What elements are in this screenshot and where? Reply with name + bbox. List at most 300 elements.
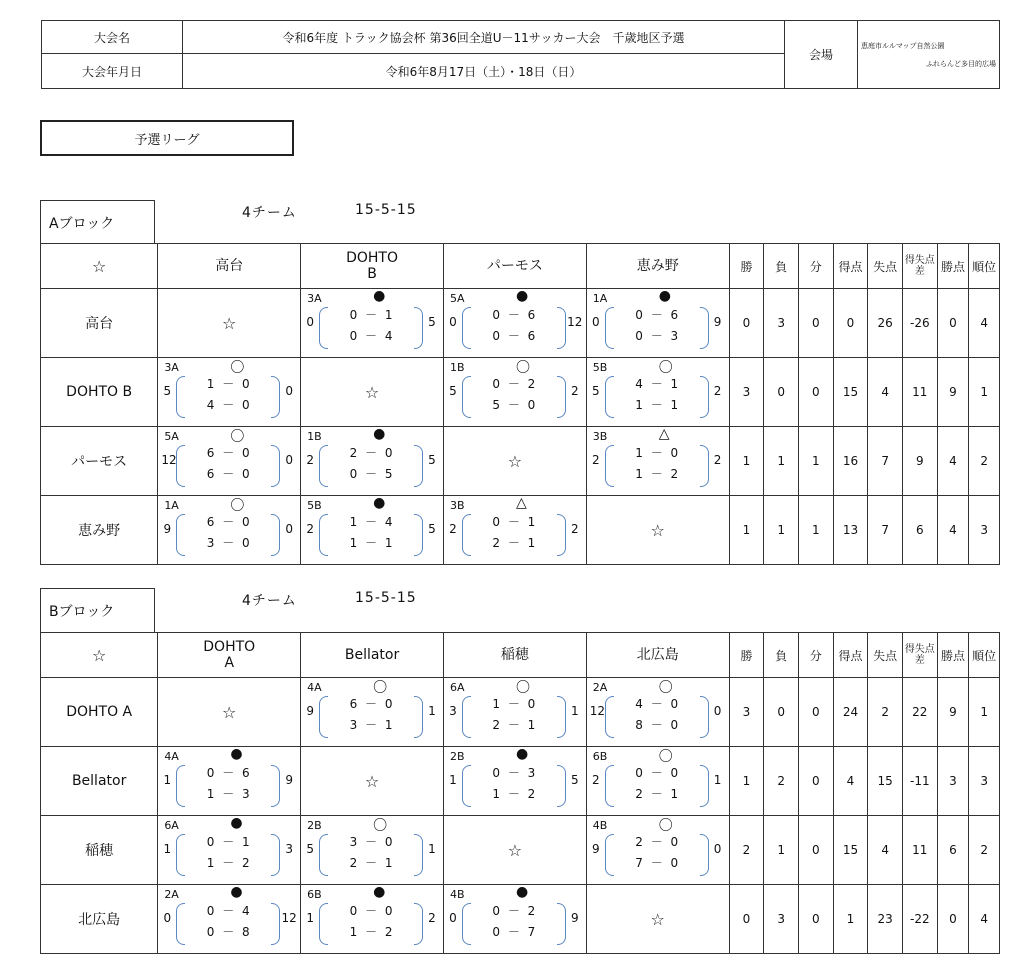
- first-half-score: 4 － 0: [635, 697, 681, 711]
- block-a-table: [40, 243, 1000, 565]
- result-mark: ●: [658, 288, 672, 304]
- first-half-score: 0 － 2: [492, 377, 538, 391]
- venue-value: [858, 21, 1000, 89]
- table-row: [41, 885, 1000, 954]
- self-match-cell: [586, 496, 729, 565]
- stat-value: 3: [937, 747, 969, 816]
- score-box: [587, 427, 729, 495]
- stat-value: 0: [798, 289, 833, 358]
- opponent-total: 9: [713, 315, 722, 329]
- stat-value: 4: [937, 427, 969, 496]
- right-brace: [557, 307, 566, 349]
- second-half-score: 2 － 1: [492, 718, 538, 732]
- right-brace: [700, 376, 709, 418]
- stat-value: 9: [902, 427, 937, 496]
- stat-value: -22: [902, 885, 937, 954]
- stat-value: 15: [868, 747, 903, 816]
- stat-value: 1: [729, 427, 764, 496]
- match-code: 1A: [592, 292, 608, 305]
- stat-header: 負: [764, 633, 799, 678]
- stat-value: 2: [969, 816, 1000, 885]
- score-box: [158, 885, 300, 953]
- right-brace: [271, 514, 280, 556]
- first-half-score: 1 － 0: [206, 377, 252, 391]
- match-cell: [301, 816, 444, 885]
- second-half-score: 0 － 4: [349, 329, 395, 343]
- opponent-total: 0: [285, 453, 293, 467]
- match-code: 4B: [592, 819, 608, 832]
- second-half-score: 0 － 3: [635, 329, 681, 343]
- match-code: 6A: [449, 681, 465, 694]
- stat-value: 1: [764, 427, 799, 496]
- self-match-cell: [158, 289, 301, 358]
- score-box: [587, 358, 729, 426]
- stat-value: 9: [937, 678, 969, 747]
- stat-value: 1: [798, 496, 833, 565]
- match-cell: [158, 358, 301, 427]
- result-mark: 〇: [373, 818, 388, 834]
- first-half-score: 0 － 0: [349, 904, 395, 918]
- left-brace: [319, 514, 328, 556]
- result-mark: 〇: [658, 818, 673, 834]
- column-team-name: 恵み野: [586, 244, 729, 289]
- block-b-label: Bブロック: [40, 588, 155, 632]
- left-brace: [176, 834, 185, 876]
- second-half-score: 2 － 1: [349, 856, 395, 870]
- left-brace: [462, 514, 471, 556]
- stat-header: 勝: [729, 244, 764, 289]
- match-cell: [158, 816, 301, 885]
- stat-value: 3: [969, 496, 1000, 565]
- stat-value: 3: [969, 747, 1000, 816]
- left-brace: [605, 307, 614, 349]
- opponent-total: 1: [570, 704, 579, 718]
- match-cell: [586, 358, 729, 427]
- own-total: 9: [306, 704, 314, 718]
- first-half-score: 6 － 0: [206, 515, 252, 529]
- right-brace: [414, 514, 423, 556]
- score-box: [158, 816, 300, 884]
- opponent-total: 12: [567, 315, 583, 329]
- left-brace: [176, 514, 185, 556]
- stat-value: 7: [868, 427, 903, 496]
- stat-value: 2: [969, 427, 1000, 496]
- left-brace: [462, 765, 471, 807]
- tournament-label: 大会名: [42, 21, 183, 54]
- right-brace: [414, 696, 423, 738]
- block-a-label: Aブロック: [40, 200, 155, 244]
- left-brace: [319, 834, 328, 876]
- score-box: [301, 427, 443, 495]
- match-cell: [301, 678, 444, 747]
- left-brace: [176, 376, 185, 418]
- opponent-total: 2: [570, 522, 579, 536]
- own-total: 1: [163, 773, 172, 787]
- left-brace: [605, 765, 614, 807]
- match-cell: [586, 816, 729, 885]
- column-team-name: パーモス: [443, 244, 586, 289]
- second-half-score: 5 － 0: [492, 398, 538, 412]
- stat-value: 2: [868, 678, 903, 747]
- match-code: 3B: [592, 430, 608, 443]
- stat-value: 26: [868, 289, 903, 358]
- score-box: [301, 885, 443, 953]
- left-brace: [605, 445, 614, 487]
- left-brace: [462, 696, 471, 738]
- stat-value: 0: [937, 289, 969, 358]
- stat-header: 負: [764, 244, 799, 289]
- self-match-cell: [301, 747, 444, 816]
- row-team-name: パーモス: [41, 427, 158, 496]
- second-half-score: 7 － 0: [635, 856, 681, 870]
- block-a-format: 15-5-15: [355, 202, 417, 218]
- result-mark: 〇: [373, 680, 388, 696]
- right-brace: [271, 903, 280, 945]
- stat-header: 分: [798, 633, 833, 678]
- own-total: 5: [306, 842, 314, 856]
- opponent-total: 2: [570, 384, 579, 398]
- stat-value: 11: [902, 358, 937, 427]
- stat-header: 分: [798, 244, 833, 289]
- stat-value: 2: [764, 747, 799, 816]
- score-box: [587, 678, 729, 746]
- stat-value: 2: [729, 816, 764, 885]
- row-team-name: DOHTO B: [41, 358, 158, 427]
- result-mark: 〇: [515, 680, 530, 696]
- own-total: 5: [449, 384, 457, 398]
- second-half-score: 1 － 1: [349, 536, 395, 550]
- block-a-teams-count: 4チーム: [242, 205, 297, 221]
- result-mark: △: [658, 426, 670, 442]
- result-mark: ●: [230, 815, 243, 831]
- self-match-cell: [443, 427, 586, 496]
- second-half-score: 1 － 2: [492, 787, 538, 801]
- right-brace: [557, 514, 566, 556]
- header-row: [41, 244, 1000, 289]
- table-row: [41, 427, 1000, 496]
- result-mark: △: [515, 495, 527, 511]
- right-brace: [271, 376, 280, 418]
- first-half-score: 3 － 0: [349, 835, 395, 849]
- stat-value: 13: [833, 496, 868, 565]
- opponent-total: 0: [285, 522, 293, 536]
- right-brace: [271, 445, 280, 487]
- result-mark: 〇: [230, 360, 245, 376]
- corner-star: ☆: [41, 244, 158, 289]
- tournament-header-table: [41, 20, 1000, 89]
- own-total: 1: [163, 842, 172, 856]
- stat-value: 4: [868, 816, 903, 885]
- own-total: 0: [449, 911, 457, 925]
- right-brace: [700, 765, 709, 807]
- score-box: [444, 358, 586, 426]
- match-cell: [301, 427, 444, 496]
- result-mark: 〇: [230, 498, 245, 514]
- match-code: 2A: [592, 681, 608, 694]
- self-star: ☆: [222, 313, 237, 333]
- score-box: [444, 678, 586, 746]
- table-row: [41, 678, 1000, 747]
- stat-value: 23: [868, 885, 903, 954]
- venue-label: 会場: [785, 21, 858, 89]
- match-code: 5A: [449, 292, 465, 305]
- match-code: 2A: [164, 888, 179, 901]
- first-half-score: 0 － 2: [492, 904, 538, 918]
- match-code: 1B: [449, 361, 465, 374]
- second-half-score: 0 － 8: [206, 925, 252, 939]
- first-half-score: 0 － 6: [206, 766, 252, 780]
- result-mark: ●: [515, 746, 529, 762]
- table-row: [41, 289, 1000, 358]
- match-cell: [443, 496, 586, 565]
- self-star: ☆: [650, 520, 665, 540]
- match-cell: [443, 747, 586, 816]
- first-half-score: 4 － 1: [635, 377, 681, 391]
- left-brace: [605, 376, 614, 418]
- result-mark: 〇: [515, 360, 530, 376]
- venue-line2: ふれらんど多目的広場: [926, 59, 996, 68]
- opponent-total: 0: [713, 842, 722, 856]
- self-star: ☆: [650, 909, 665, 929]
- match-cell: [158, 885, 301, 954]
- result-mark: 〇: [658, 680, 673, 696]
- right-brace: [557, 765, 566, 807]
- first-half-score: 6 － 0: [349, 697, 395, 711]
- match-cell: [158, 427, 301, 496]
- own-total: 1: [449, 773, 457, 787]
- stat-header: 得点: [833, 244, 868, 289]
- stat-header: 順位: [969, 633, 1000, 678]
- result-mark: ●: [373, 495, 386, 511]
- match-cell: [443, 358, 586, 427]
- score-box: [444, 885, 586, 953]
- score-box: [158, 747, 300, 815]
- left-brace: [319, 307, 328, 349]
- self-match-cell: [443, 816, 586, 885]
- score-box: [587, 289, 729, 357]
- stat-value: 15: [833, 816, 868, 885]
- table-row: [41, 816, 1000, 885]
- stat-value: 16: [833, 427, 868, 496]
- stat-header: 失点: [868, 244, 903, 289]
- stat-header: 勝点: [937, 244, 969, 289]
- stat-value: 1: [729, 747, 764, 816]
- opponent-total: 9: [570, 911, 579, 925]
- own-total: 2: [591, 453, 600, 467]
- stat-value: 0: [833, 289, 868, 358]
- second-half-score: 8 － 0: [635, 718, 681, 732]
- match-cell: [586, 427, 729, 496]
- own-total: 5: [591, 384, 600, 398]
- header-row: [41, 633, 1000, 678]
- match-code: 1A: [164, 499, 179, 512]
- row-team-name: Bellator: [41, 747, 158, 816]
- stat-value: 0: [798, 747, 833, 816]
- match-cell: [443, 885, 586, 954]
- right-brace: [700, 445, 709, 487]
- match-code: 3A: [164, 361, 179, 374]
- stat-value: 3: [729, 358, 764, 427]
- match-code: 4A: [164, 750, 179, 763]
- column-team-name: 稲穂: [443, 633, 586, 678]
- own-total: 2: [591, 773, 600, 787]
- match-code: 3B: [449, 499, 465, 512]
- first-half-score: 0 － 6: [635, 308, 681, 322]
- result-mark: 〇: [230, 429, 245, 445]
- self-match-cell: [301, 358, 444, 427]
- match-cell: [586, 289, 729, 358]
- first-half-score: 2 － 0: [635, 835, 681, 849]
- first-half-score: 1 － 0: [635, 446, 681, 460]
- own-total: 12: [161, 453, 177, 467]
- score-box: [158, 496, 300, 564]
- opponent-total: 1: [713, 773, 722, 787]
- result-mark: ●: [373, 288, 386, 304]
- left-brace: [319, 696, 328, 738]
- second-half-score: 0 － 7: [492, 925, 538, 939]
- stat-value: -26: [902, 289, 937, 358]
- row-team-name: 恵み野: [41, 496, 158, 565]
- right-brace: [700, 307, 709, 349]
- score-box: [301, 289, 443, 357]
- match-code: 1B: [307, 430, 322, 443]
- right-brace: [557, 376, 566, 418]
- opponent-total: 5: [428, 453, 436, 467]
- second-half-score: 3 － 0: [206, 536, 252, 550]
- stat-value: 15: [833, 358, 868, 427]
- match-cell: [158, 496, 301, 565]
- result-mark: ●: [230, 746, 243, 762]
- own-total: 2: [306, 522, 314, 536]
- score-box: [587, 816, 729, 884]
- match-cell: [301, 885, 444, 954]
- match-cell: [301, 496, 444, 565]
- self-star: ☆: [507, 840, 523, 860]
- result-mark: 〇: [658, 749, 673, 765]
- self-star: ☆: [364, 382, 380, 402]
- stat-header: 得失点差: [902, 633, 937, 678]
- self-match-cell: [158, 678, 301, 747]
- stat-header: 得失点差: [902, 244, 937, 289]
- stat-value: 0: [798, 816, 833, 885]
- match-cell: [158, 747, 301, 816]
- match-code: 5A: [164, 430, 179, 443]
- stat-value: 7: [868, 496, 903, 565]
- stat-value: 1: [729, 496, 764, 565]
- row-team-name: 高台: [41, 289, 158, 358]
- table-row: [41, 358, 1000, 427]
- stat-value: 6: [902, 496, 937, 565]
- stat-value: 3: [729, 678, 764, 747]
- stat-value: 0: [798, 678, 833, 747]
- second-half-score: 0 － 5: [349, 467, 395, 481]
- column-team-name: DOHTO A: [158, 633, 301, 678]
- score-box: [444, 496, 586, 564]
- corner-star: ☆: [41, 633, 158, 678]
- score-box: [444, 747, 586, 815]
- match-code: 3A: [307, 292, 322, 305]
- opponent-total: 2: [713, 384, 722, 398]
- second-half-score: 2 － 1: [492, 536, 538, 550]
- stat-value: 4: [937, 496, 969, 565]
- left-brace: [605, 696, 614, 738]
- opponent-total: 2: [713, 453, 722, 467]
- score-box: [158, 358, 300, 426]
- table-row: [41, 496, 1000, 565]
- opponent-total: 1: [428, 704, 436, 718]
- opponent-total: 2: [428, 911, 436, 925]
- first-half-score: 0 － 1: [492, 515, 538, 529]
- first-half-score: 0 － 4: [206, 904, 252, 918]
- column-team-name: Bellator: [301, 633, 444, 678]
- first-half-score: 0 － 0: [635, 766, 681, 780]
- match-code: 2B: [449, 750, 465, 763]
- second-half-score: 1 － 3: [206, 787, 252, 801]
- own-total: 9: [591, 842, 600, 856]
- match-code: 5B: [307, 499, 322, 512]
- column-team-name: 高台: [158, 244, 301, 289]
- stat-value: 4: [868, 358, 903, 427]
- first-half-score: 6 － 0: [206, 446, 252, 460]
- score-box: [444, 289, 586, 357]
- own-total: 2: [449, 522, 457, 536]
- right-brace: [414, 445, 423, 487]
- first-half-score: 0 － 6: [492, 308, 538, 322]
- stat-value: 1: [833, 885, 868, 954]
- own-total: 0: [306, 315, 314, 329]
- first-half-score: 0 － 1: [349, 308, 395, 322]
- match-code: 6A: [164, 819, 179, 832]
- stat-value: 1: [764, 816, 799, 885]
- own-total: 12: [589, 704, 606, 718]
- first-half-score: 0 － 3: [492, 766, 538, 780]
- stat-value: 11: [902, 816, 937, 885]
- second-half-score: 6 － 0: [206, 467, 252, 481]
- match-cell: [443, 289, 586, 358]
- date-label: 大会年月日: [42, 54, 183, 89]
- result-mark: ●: [515, 288, 529, 304]
- match-code: 4B: [449, 888, 465, 901]
- match-cell: [586, 678, 729, 747]
- second-half-score: 4 － 0: [206, 398, 252, 412]
- left-brace: [176, 765, 185, 807]
- date-value: 令和6年8月17日（土）・18日（日）: [183, 54, 785, 89]
- right-brace: [557, 903, 566, 945]
- stat-value: 1: [764, 496, 799, 565]
- self-star: ☆: [222, 702, 237, 722]
- stat-value: 0: [798, 358, 833, 427]
- right-brace: [700, 834, 709, 876]
- opponent-total: 12: [281, 911, 297, 925]
- result-mark: 〇: [658, 360, 673, 376]
- left-brace: [176, 903, 185, 945]
- own-total: 5: [163, 384, 172, 398]
- right-brace: [414, 834, 423, 876]
- second-half-score: 3 － 1: [349, 718, 395, 732]
- own-total: 9: [163, 522, 172, 536]
- left-brace: [319, 445, 328, 487]
- own-total: 0: [591, 315, 600, 329]
- second-half-score: 0 － 6: [492, 329, 538, 343]
- left-brace: [462, 376, 471, 418]
- column-team-name: 北広島: [586, 633, 729, 678]
- opponent-total: 1: [428, 842, 436, 856]
- block-b-format: 15-5-15: [355, 590, 417, 606]
- stat-value: 0: [937, 885, 969, 954]
- stat-header: 順位: [969, 244, 1000, 289]
- column-team-name: DOHTO B: [301, 244, 444, 289]
- match-code: 5B: [592, 361, 608, 374]
